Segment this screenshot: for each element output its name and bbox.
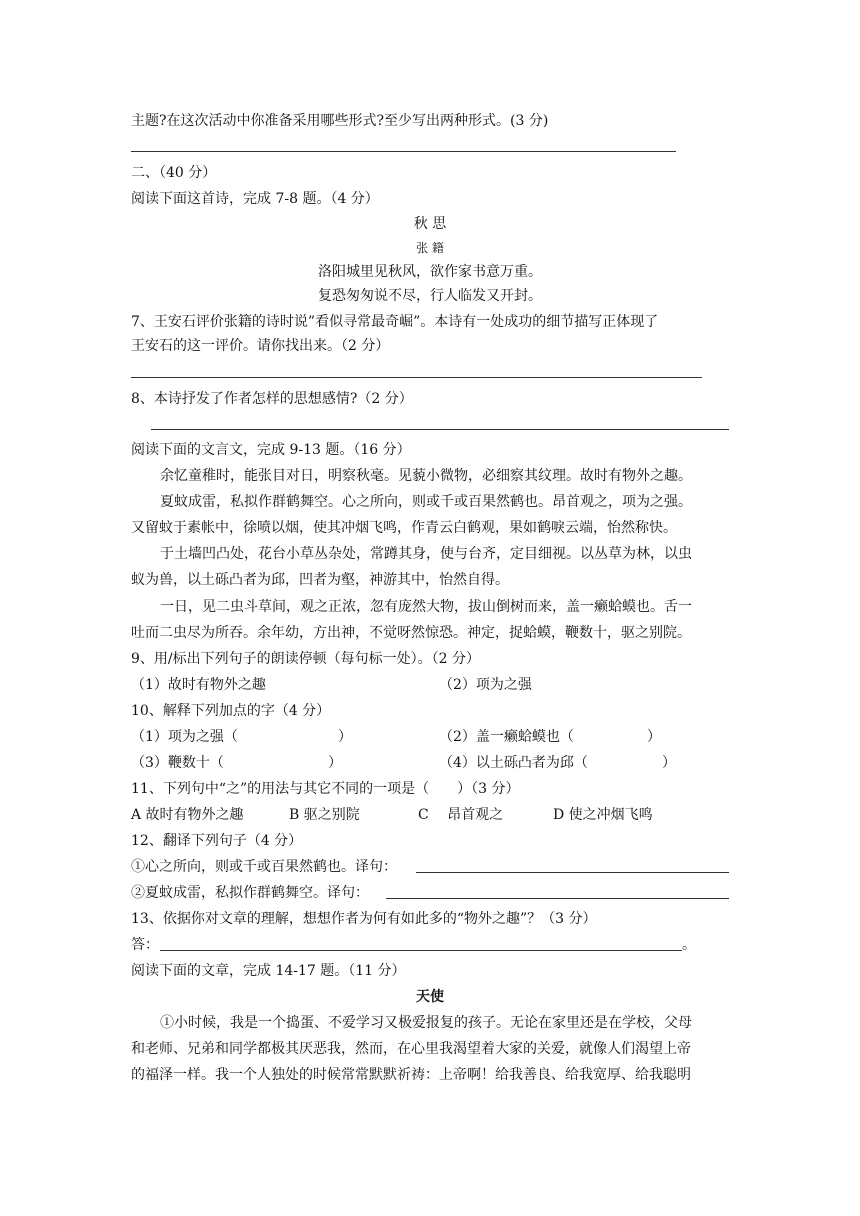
question-8: 8、本诗抒发了作者怎样的思想感情?（2 分） — [131, 391, 413, 407]
choice-b: B 驱之别院 — [289, 807, 360, 823]
poem-title: 秋 思 — [413, 216, 447, 232]
answer-line — [151, 429, 729, 430]
question-7: 7、王安石评价张籍的诗时说”看似寻常最奇崛”。本诗有一处成功的细节描写正体现了 — [131, 314, 659, 330]
section-heading: 二、（40 分） — [131, 165, 217, 181]
question-12-item: ②夏蚊成雷，私拟作群鹤舞空。译句： — [131, 885, 369, 901]
poem-instruction: 阅读下面这首诗，完成 7-8 题。（4 分） — [131, 191, 379, 207]
answer-line — [160, 950, 682, 951]
poem-author: 张 籍 — [416, 241, 444, 255]
blank-close: ） — [647, 729, 661, 745]
question-10-item: （1）项为之强（ — [131, 729, 238, 745]
passage-paragraph-cont: 又留蚊于素帐中，徐喷以烟，使其冲烟飞鸣，作青云白鹤观，果如鹤唳云端，怡然称快。 — [131, 520, 677, 536]
question-9-item: （1）故时有物外之趣 — [131, 677, 266, 693]
article-paragraph-cont: 和老师、兄弟和同学都极其厌恶我，然而，在心里我渴望着大家的关爱，就像人们渴望上帝 — [131, 1041, 691, 1057]
question-7-cont: 王安石的这一评价。请你找出来。（2 分） — [131, 338, 390, 354]
choice-a: A 故时有物外之趣 — [131, 807, 244, 823]
article-title: 天使 — [416, 989, 444, 1005]
question-10: 10、解释下列加点的字（4 分） — [131, 703, 331, 719]
passage-paragraph-cont: 蚁为兽，以土砾凸者为邱，凹者为壑，神游其中，怡然自得。 — [131, 572, 509, 588]
question-11: 11、下列句中“之”的用法与其它不同的一项是（ ）（3 分） — [131, 781, 520, 797]
question-12: 12、翻译下列句子（4 分） — [131, 833, 303, 849]
answer-line — [386, 898, 729, 899]
q6-tail: 主题?在这次活动中你准备采用哪些形式?至少写出两种形式。(3 分) — [131, 113, 549, 129]
article-paragraph-cont: 的福泽一样。我一个人独处的时候常常默默祈祷：上帝啊！给我善良、给我宽厚、给我聪明 — [131, 1067, 691, 1083]
passage-paragraph: 于土墙凹凸处，花台小草丛杂处，常蹲其身，使与台齐，定目细视。以丛草为林，以虫 — [160, 546, 692, 562]
choice-d: D 使之冲烟飞鸣 — [553, 807, 653, 823]
blank-close: ） — [338, 729, 352, 745]
blank-close: ） — [328, 755, 342, 771]
passage-paragraph: 一日，见二虫斗草间，观之正浓，忽有庞然大物，拔山倒树而来，盖一癞蛤蟆也。舌一 — [160, 599, 692, 615]
answer-line — [131, 151, 676, 152]
question-10-item: （2）盖一癞蛤蟆也（ — [439, 729, 574, 745]
passage-paragraph-cont: 吐而二虫尽为所吞。余年幼，方出神，不觉呀然惊恐。神定，捉蛤蟆，鞭数十，驱之别院。 — [131, 625, 691, 641]
question-10-item: （3）鞭数十（ — [131, 755, 224, 771]
poem-line: 复恐匆匆说不尽，行人临发又开封。 — [318, 288, 542, 304]
passage-paragraph: 余忆童稚时，能张目对日，明察秋毫。见藐小微物，必细察其纹理。故时有物外之趣。 — [160, 468, 692, 484]
answer-line — [131, 377, 702, 378]
answer-end: 。 — [682, 937, 696, 953]
question-13: 13、依据你对文章的理解，想想作者为何有如此多的“物外之趣”？（3 分） — [131, 911, 597, 927]
article-instruction: 阅读下面的文章，完成 14-17 题。（11 分） — [131, 963, 406, 979]
answer-label: 答： — [131, 937, 159, 953]
question-12-item: ①心之所向，则或千或百果然鹤也。译句： — [131, 859, 397, 875]
blank-close: ） — [662, 755, 676, 771]
question-10-item: （4）以土砾凸者为邱（ — [439, 755, 588, 771]
passage-instruction: 阅读下面的文言文，完成 9-13 题。（16 分） — [131, 442, 411, 458]
answer-line — [416, 872, 729, 873]
passage-paragraph: 夏蚊成雷，私拟作群鹤舞空。心之所向，则或千或百果然鹤也。昂首观之，项为之强。 — [160, 494, 692, 510]
choice-c: C 昂首观之 — [418, 807, 504, 823]
article-paragraph: ①小时候，我是一个捣蛋、不爱学习又极爱报复的孩子。无论在家里还是在学校，父母 — [160, 1015, 692, 1031]
question-9: 9、用/标出下列句子的朗读停顿（每句标一处）。（2 分） — [131, 651, 480, 667]
poem-line: 洛阳城里见秋风，欲作家书意万重。 — [318, 264, 542, 280]
question-9-item: （2）项为之强 — [439, 677, 532, 693]
